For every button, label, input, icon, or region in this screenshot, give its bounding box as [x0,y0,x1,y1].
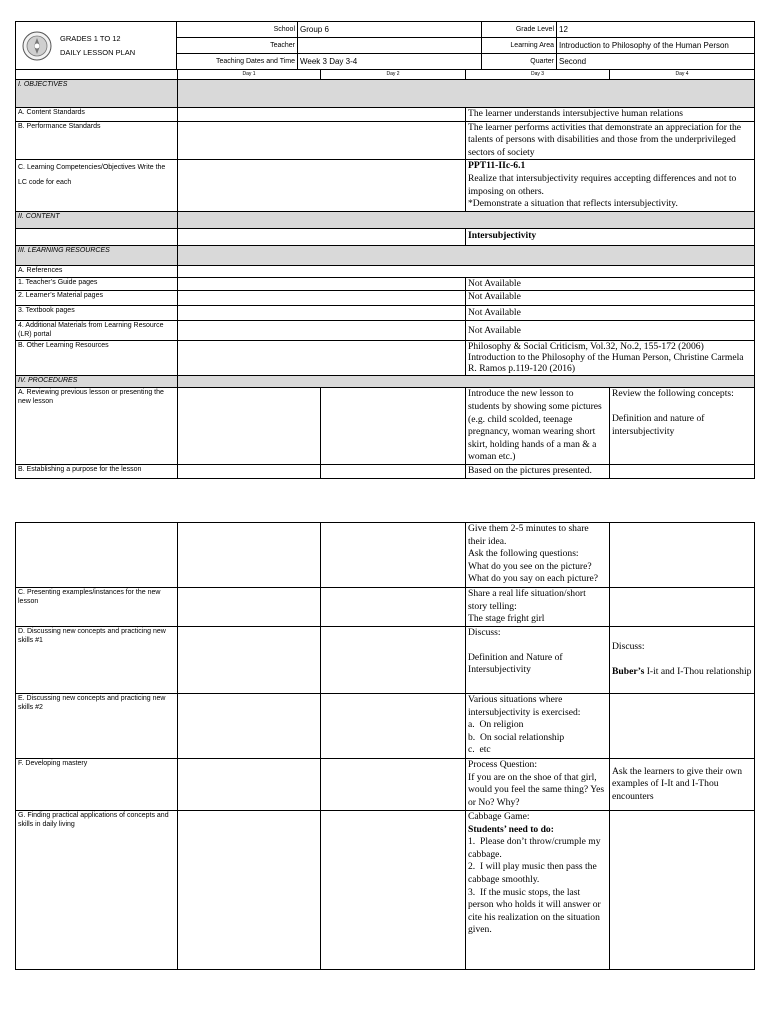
procedure-g-day3-line1: Cabbage Game: [468,811,530,822]
dates-value: Week 3 Day 3-4 [298,54,482,70]
additional-materials-label: 4. Additional Materials from Learning Resource (LR) portal [16,321,178,341]
textbook-label: 3. Textbook pages [16,306,178,321]
learning-area-value: Introduction to Philosophy of the Human Person [557,38,755,54]
procedure-d-day4-line1: Discuss: [612,641,645,653]
lc-code: PPT11-IIc-6.1 [468,160,526,172]
lesson-plan-title: DAILY LESSON PLAN [60,47,136,57]
procedure-a-label: A. Reviewing previous lesson or presenting the new lesson [16,388,178,465]
bubers-label: Buber’s [612,666,645,677]
procedure-b-cont-4: What do you say on each picture? [468,573,598,584]
content-topic: Intersubjectivity [466,228,755,245]
procedure-a-day3: Introduce the new lesson to students by showing some pictures (e.g. child scolded, teenage pregnancy, woman wearing short skirt, holding hands of a man & a woman etc.) [466,388,610,465]
content-standards-text: The learner understands intersubjective human relations [466,108,755,122]
day-1-header: Day 1 [178,70,321,80]
textbook-value: Not Available [466,306,755,321]
lesson-plan-table-continued [15,522,755,970]
procedure-c-label: C. Presenting examples/instances for the new lesson [16,588,178,627]
learners-material-label: 2. Learner’s Material pages [16,291,178,306]
school-value: Group 6 [298,22,482,38]
list-item: b. On social relationship [468,731,565,743]
list-item: a. On religion [468,719,524,731]
grades-label: GRADES 1 TO 12 [60,33,121,43]
other-resource-2: Introduction to the Philosophy of the Human Person, Christine Carmela R. Ramos p.119-120 (2016) [468,352,744,375]
procedure-b-day3: Based on the pictures presented. [466,464,610,478]
procedure-c-day3-line2: The stage fright girl [468,613,545,625]
procedure-d-day4-line2 [612,666,752,679]
teacher-label: Teacher [177,38,298,54]
list-item: 2. I will play music then pass the cabbage smoothly. [468,861,597,885]
procedure-f-day3-line1: Process Question: [468,759,538,770]
references-label: A. References [16,265,178,277]
procedure-d-day4 [610,627,755,694]
content-standards-label: A. Content Standards [16,108,178,122]
learning-competencies-label: C. Learning Competencies/Objectives Write the LC code for each [16,160,178,211]
procedure-a-day4-line1: Review the following concepts: [612,388,734,400]
learning-area-label: Learning Area [482,38,557,54]
performance-standards-text: The learner performs activities that demonstrate an appreciation for the talents of persons with disabilities and those from the underprivileged sectors of society [466,121,755,160]
teachers-guide-value: Not Available [466,277,755,291]
procedure-f-label: F. Developing mastery [16,759,178,811]
procedure-e-label: E. Discussing new concepts and practicing new skills #2 [16,694,178,759]
procedure-d-day3 [466,627,610,694]
learning-competencies-cell [466,160,755,211]
deped-seal-icon [22,31,52,61]
procedure-b-day3-continued [466,523,610,588]
quarter-value: Second [557,54,755,70]
school-label: School [177,22,298,38]
lesson-plan-table [15,69,755,479]
performance-standards-label: B. Performance Standards [16,121,178,160]
procedure-b-label: B. Establishing a purpose for the lesson [16,464,178,478]
teacher-value [298,38,482,54]
dates-label: Teaching Dates and Time [177,54,298,70]
logo-title-cell [16,22,177,70]
teachers-guide-label: 1. Teacher’s Guide pages [16,277,178,291]
procedure-e-day3 [466,694,610,759]
day-3-header: Day 3 [466,70,610,80]
procedures-heading: IV. PROCEDURES [16,376,178,388]
learning-resources-heading: III. LEARNING RESOURCES [16,245,178,265]
other-resources-label: B. Other Learning Resources [16,341,178,376]
procedure-g-day3-line2: Students’ need to do: [468,823,554,835]
procedure-g-day3 [466,811,610,970]
procedure-f-day4: Ask the learners to give their own examples of I-It and I-Thou encounters [610,759,755,811]
procedure-f-day3 [466,759,610,811]
procedure-e-day3-line1: Various situations where intersubjectivity is exercised: [468,694,581,718]
quarter-label: Quarter [482,54,557,70]
lc-objective-1: Realize that intersubjectivity requires accepting differences and not to imposing on others. [468,172,737,197]
day-2-header: Day 2 [321,70,466,80]
learners-material-value: Not Available [466,291,755,306]
procedure-d-label: D. Discussing new concepts and practicing new skills #1 [16,627,178,694]
grade-level-value: 12 [557,22,755,38]
list-item: 3. If the music stops, the last person who holds it will answer or cite his realization on the situation given. [468,886,601,936]
procedure-d-day3-line1: Discuss: [468,627,501,638]
lc-objective-2: *Demonstrate a situation that reflects intersubjectivity. [468,198,678,210]
relationship-label: I-it and I-Thou relationship [644,666,752,677]
procedure-b-cont-3: What do you see on the picture? [468,560,592,572]
procedure-d-day3-line2: Definition and Nature of Intersubjectivity [468,651,563,676]
procedure-a-day4-line2: Definition and nature of intersubjectivity [612,412,705,437]
header-table [15,21,755,70]
procedure-g-label: G. Finding practical applications of concepts and skills in daily living [16,811,178,970]
grade-level-label: Grade Level [482,22,557,38]
procedure-c-day3-line1: Share a real life situation/short story telling: [468,588,586,612]
objectives-heading: I. OBJECTIVES [16,80,178,108]
list-item: c. etc [468,744,491,756]
day-4-header: Day 4 [610,70,755,80]
procedure-f-day3-line2: If you are on the shoe of that girl, would you feel the same thing? Yes or No? Why? [468,771,605,808]
content-heading: II. CONTENT [16,211,178,228]
additional-materials-value: Not Available [466,321,755,341]
procedure-a-day4 [610,388,755,465]
procedure-c-day3 [466,588,610,627]
other-resource-1: Philosophy & Social Criticism, Vol.32, No.2, 155-172 (2006) [468,341,704,353]
list-item: 1. Please don’t throw/crumple my cabbage. [468,836,601,860]
procedure-b-cont-2: Ask the following questions: [468,548,579,559]
other-resources-cell [466,341,755,376]
procedure-b-cont-1: Give them 2-5 minutes to share their idea. [468,523,589,547]
